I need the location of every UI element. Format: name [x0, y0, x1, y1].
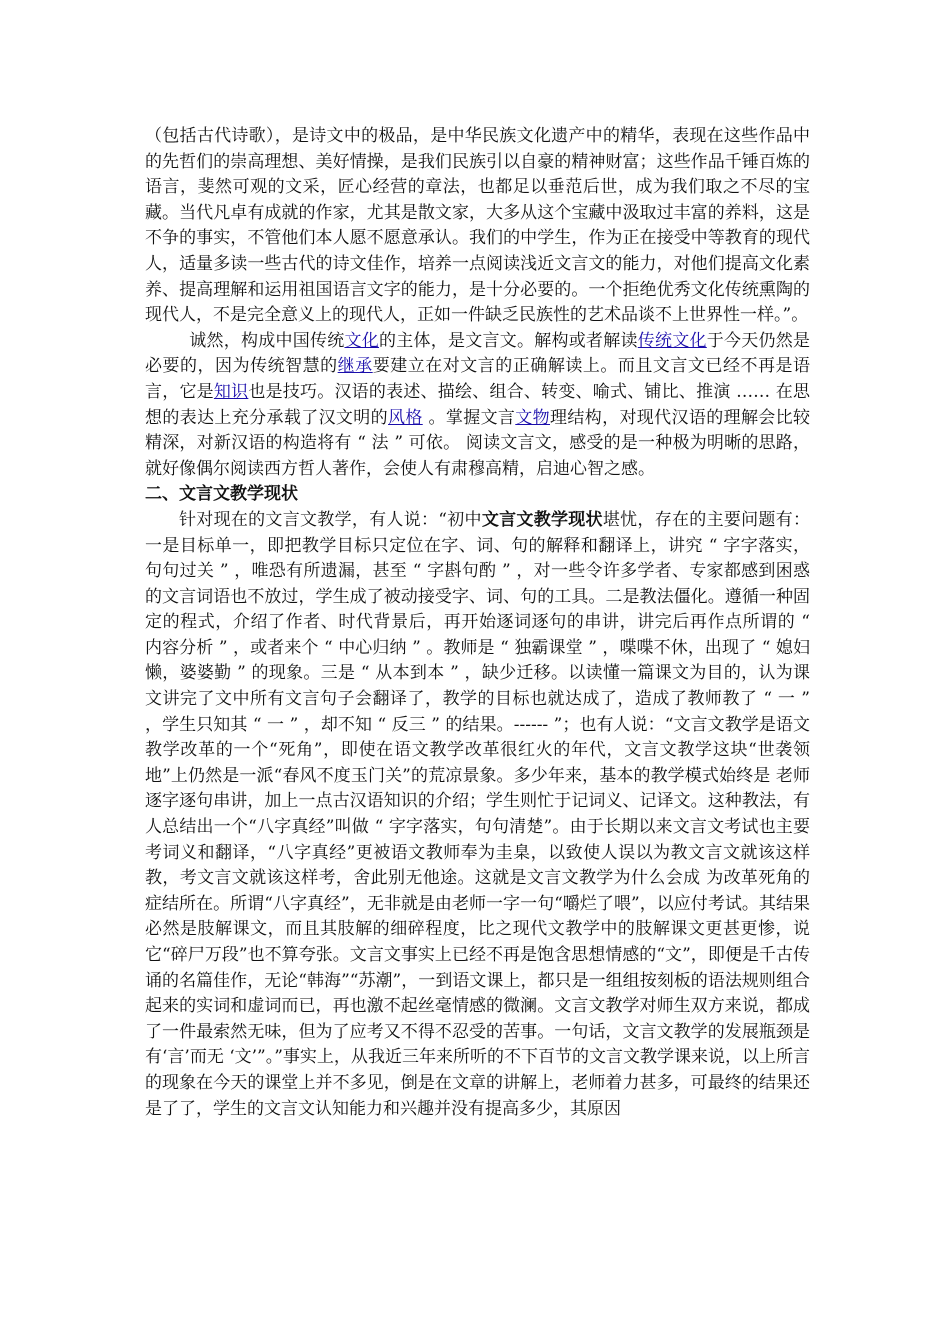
text-run: 也是技巧。汉语的表述、描绘、组合、转变、喻式、铺比、推演 …… 在思想的表达上充分承载了汉文明的 [145, 381, 811, 428]
paragraph-teaching-status [145, 508, 810, 1122]
link-jicheng[interactable]: 继承 [337, 356, 373, 377]
section-heading: 二、文言文教学现状 [145, 484, 298, 505]
text-run: 于今天仍然是必要的，因为传统智慧的 [145, 330, 811, 377]
link-wenwu[interactable]: 文物 [515, 407, 551, 428]
link-zhishi[interactable]: 知识 [213, 381, 249, 402]
text-run: 要建立在对文言的正确解读上。而且文言文已经不再是语言，它是 [145, 356, 811, 402]
link-chuantong-wenhua[interactable]: 传统文化 [637, 330, 707, 351]
link-fengge[interactable]: 风格 [388, 407, 423, 428]
bold-term: 文言文教学现状 [481, 509, 603, 530]
text-run: 堪忧，存在的主要问题有：一是目标单一，即把教学目标只定位在字、词、句的解释和翻译上，讲究 “ 字字落实，句句过关 ” ，唯恐有所遗漏，甚至 “ 字斟句酌 ” ，对一些令许多学者、专家都感到困惑的文言词语也不放过，学生成了被动接受字、词、句的工具。二是教法僵化。遵循一种固定的程式，介绍了作者、时代背景后，再开始逐词逐句的串讲，讲完后再作点所谓的 “ 内容分析 ” ，或者来个 “ 中心归纳 ” 。教师是 “ 独霸课堂 ” ，喋喋不休，出现了 “ 媳妇懒，婆婆勤 ” 的现象。三是 “ 从本到本 ” ，缺少迁移。以读懂一篇课文为目的，认为课文讲完了文中所有文言句子会翻译了，教学的目标也就达成了，造成了教师教了 “ 一 ” ，学生只知其 “ 一 ” ，却不知 “ 反三 ” 的结果。------ ”；也有人说：“文言文教学是语文教学改革的一个“死角”，即使在语文教学改革很红火的年代，文言文教学这块“世袭领地”上仍然是一派“春风不度玉门关”的荒凉景象。多少年来，基本的教学模式始终是 老师逐字逐句串讲，加上一点古汉语知识的介绍；学生则忙于记词义、记译文。这种教法，有人总结出一个“八字真经”叫做 “ 字字落实，句句清楚”。由于长期以来文言文考试也主要考词义和翻译，“八字真经”更被语文教师奉为圭臬，以致使人误以为教文言文就该这样教，考文言文就该这样考，舍此别无他途。这就是文言文教学为什么会成 为改革死角的症结所在。所谓“八字真经”，无非就是由老师一字一句“嚼烂了喂”，以应付考试。其结果必然是肢解课文，而且其肢解的细碎程度，比之现代文教学中的肢解课文更甚更惨，说它“碎尸万段”也不算夸张。文言文事实上已经不再是饱含思想情感的“文”，即便是千古传诵的名篇佳作，无论“韩海”“苏潮”，一到语文课上，都只是一组组按刻板的语法规则组合起来的实词和虚词而已，再也激不起丝毫情感的微澜。文言文教学对师生双方来说，都成了一件最索然无味，但为了应考又不得不忍受的苦事。一句话，文言文教学的发展瓶颈是有‘言’而无 ‘文’”。”事实上，从我近三年来所听的不下百节的文言文教学课来说，以上所言的现象在今天的课堂上并不多见，倒是在文章的讲解上，老师着力甚多，可最终的结果还是了了，学生的文言文认知能力和兴趣并没有提高多少，其原因 [145, 509, 811, 1119]
text-run: 针对现在的文言文教学，有人说：“初中 [179, 509, 482, 530]
paragraph-cultural-value [145, 329, 810, 483]
text-run: 的主体，是文言文。解构或者解读 [378, 330, 638, 351]
paragraph-intro-continuation: （包括古代诗歌），是诗文中的极品，是中华民族文化遗产中的精华，表现在这些作品中的先哲们的崇高理想、美好情操，是我们民族引以自豪的精神财富；这些作品千锤百炼的语言，斐然可观的文采，匠心经营的章法，也都足以垂范后世，成为我们取之不尽的宝藏。当代凡卓有成就的作家，尤其是散文家，大多从这个宝藏中汲取过丰富的养料，这是不争的事实，不管他们本人愿不愿意承认。我们的中学生，作为正在接受中等教育的现代人，适量多读一些古代的诗文佳作，培养一点阅读浅近文言文的能力，对他们提高文化素养、提高理解和运用祖国语言文字的能力，是十分必要的。一个拒绝优秀文化传统熏陶的现代人，不是完全意义上的现代人，正如一件缺乏民族性的艺术品谈不上世界性一样。”。 [145, 126, 810, 326]
document-page [145, 124, 810, 1122]
text-run: 诚然，构成中国传统 [189, 330, 345, 351]
text-run: 理结构，对现代汉语的理解会比较精深，对新汉语的构造将有 “ 法 ” 可依。 阅读文言文，感受的是一种极为明晰的思路，就好像偶尔阅读西方哲人著作，会使人有肃穆高精，启迪心智之感。 [145, 407, 811, 479]
link-wenhua[interactable]: 文化 [344, 330, 379, 351]
text-run: 。掌握文言 [422, 407, 516, 428]
